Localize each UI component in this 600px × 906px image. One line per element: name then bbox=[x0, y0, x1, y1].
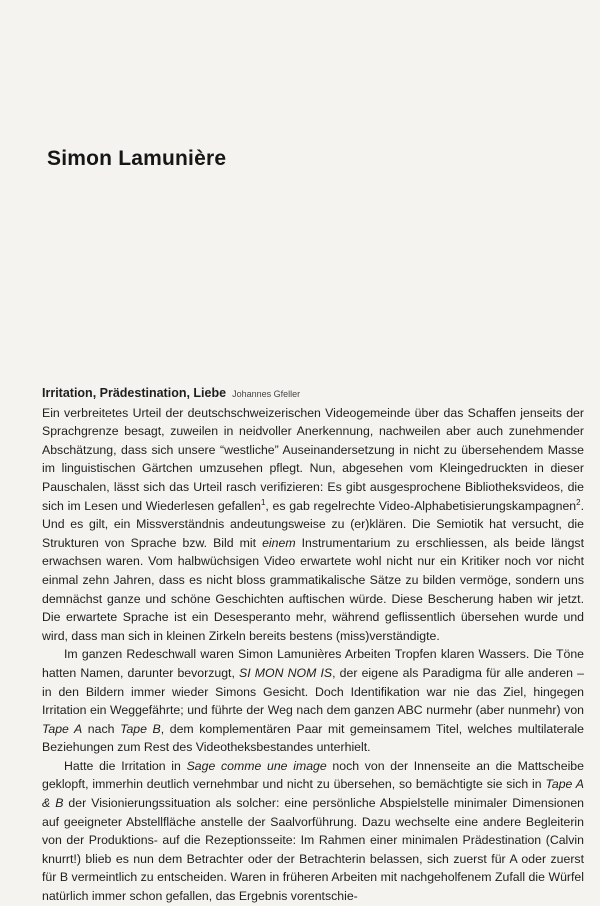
work-title: Tape A bbox=[42, 721, 83, 736]
footnote-ref: 1 bbox=[260, 497, 266, 507]
essay bbox=[42, 384, 584, 906]
paragraph-1: Ein verbreitetes Urteil der deutschschweizerischen Videogemeinde über das Schaffen jenseits der Sprachgrenze besagt, zuweilen in neidvoller Anerkennung, nachweilen aber auch zunehmender Abschätzung, dass sich unsere “westliche” Auseinandersetzung in nicht zu übersehendem Masse im linguistischen Gärtchen umzusehen pflegt. Nun, abgesehen vom Kleingedruckten in dieser Pauschalen, lässt sich das Urteil rasch verifizieren: Es gibt ausgesprochene Bibliotheksvideos, die sich im Lesen und Wiederlesen gefallen$^1$, es gab regelrechte Video-Alphabetisierungskampagnen$^2$. Und es gilt, ein Missverständnis andeutungsweise zu (er)klären. Die Semiotik hat versucht, die Strukturen von Sprache bzw. Bild mit einem Instrumentarium zu erschliessen, als beide längst erwachsen waren. Vom halbwüchsigen Video erwartete wohl nicht nur ein Kritiker noch vor nicht einmal zehn Jahren, dass es nicht bloss grammatikalische Sätze zu bilden vermöge, sondern uns demnächst ganze und schöne Geschichten auftischen würde. Diese Bescherung haben wir jetzt. Die erwartete Sprache ist ein Desesperanto mehr, während geflissentlich übersehen wurde und wird, dass man sich in kleinen Zirkeln bereits bestens (miss)verständigte. bbox=[42, 405, 585, 643]
work-title: Sage comme une image bbox=[186, 758, 327, 773]
work-title: SI MON NOM IS bbox=[239, 665, 333, 680]
essay-heading bbox=[42, 384, 584, 404]
essay-author: Johannes Gfeller bbox=[232, 389, 301, 399]
emphasis: einem bbox=[262, 535, 296, 550]
essay-title: Irritation, Prädestination, Liebe bbox=[42, 386, 227, 400]
page-title: Simon Lamunière bbox=[47, 147, 227, 170]
paragraph-3: Hatte die Irritation in Sage comme une image noch von der Innenseite an die Mattscheibe geklopft, immerhin deutlich vernehmbar und nicht zu übersehen, so bemächtigte sie sich in Tape A & B der Visionierungssituation als solcher: eine persönliche Abspielstelle minimaler Dimensionen auf geeigneter Abstellfläche anstelle der Saalvorführung. Dazu wechselte eine andere Begleiterin von der Produktions- auf die Rezeptionsseite: Im Rahmen einer minimalen Prädestination (Calvin knurrt!) blieb es nun dem Betrachter oder der Betrachterin belassen, sich zuerst für A oder zuerst für B vermeintlich zu entscheiden. Waren in früheren Arbeiten mit nachgeholfenem Zufall die Würfel natürlich immer schon gefallen, das Ergebnis vorentschie- bbox=[42, 758, 584, 904]
footnote-ref: 2 bbox=[576, 497, 581, 507]
work-title: Tape A & B bbox=[42, 777, 584, 811]
work-title: Tape B bbox=[120, 721, 161, 736]
paragraph-2: Im ganzen Redeschwall waren Simon Lamunières Arbeiten Tropfen klaren Wassers. Die Töne hatten Namen, darunter bevorzugt, SI MON NOM IS, der eigene als Paradigma für alle anderen – in den Bildern immer wieder Simons Gesicht. Doch Identifikation war nie das Ziel, hingegen Irritation ein Weggefährte; und führte der Weg nach dem ganzen ABC nurmehr (aber nunmehr) von Tape A nach Tape B, dem komplementären Paar mit gemeinsamem Titel, welches multilaterale Beziehungen zum Rest des Videotheksbestandes unterhielt. bbox=[42, 647, 585, 755]
